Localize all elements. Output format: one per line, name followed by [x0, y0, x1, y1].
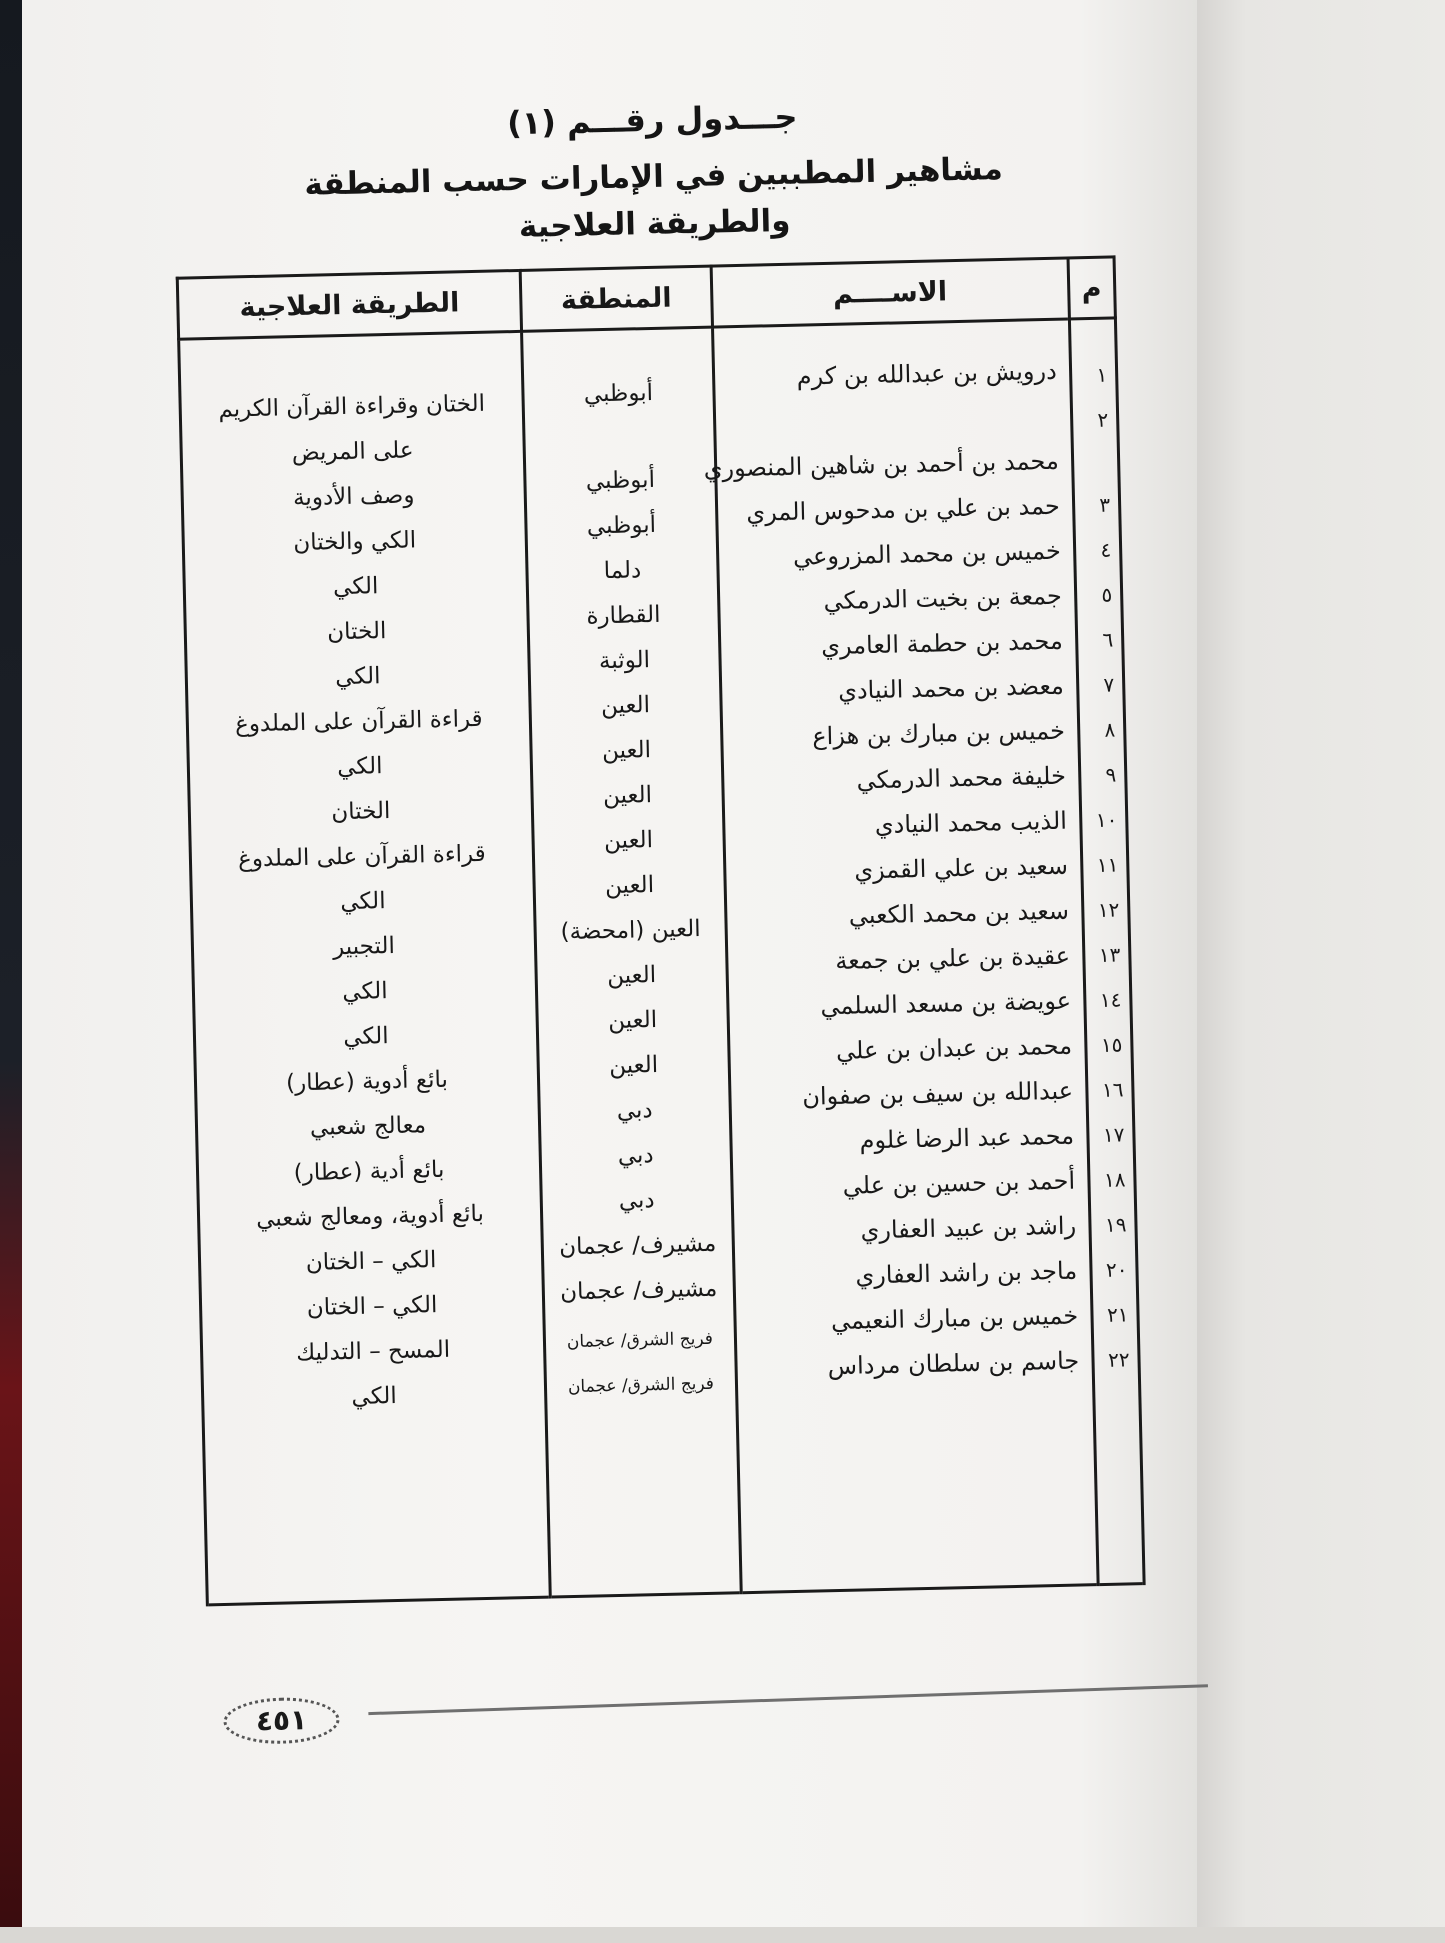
row-number: ٦	[1102, 627, 1114, 652]
region-cell: العين	[604, 872, 655, 900]
row-number: ١٧	[1102, 1122, 1125, 1147]
region-column	[522, 327, 742, 1597]
physician-name: جمعة بن بخيت الدرمكي	[823, 581, 1063, 616]
method-cell: الكي	[351, 1383, 398, 1411]
method-cell: الكي – الختان	[306, 1292, 438, 1322]
region-cell: مشيرف/ عجمان	[558, 1230, 717, 1261]
region-cell: دبي	[616, 1097, 653, 1124]
method-cell: بائع أدوية (عطار)	[285, 1066, 449, 1097]
row-number: ١٣	[1098, 942, 1121, 967]
physicians-table	[176, 255, 1146, 1606]
physician-name: أحمد بن حسين بن علي	[842, 1166, 1076, 1200]
method-cell: الكي	[336, 753, 383, 781]
region-cell: أبوظبي	[586, 511, 657, 540]
header-region: المنطقة	[520, 266, 712, 331]
row-number: ١٠	[1095, 807, 1118, 832]
region-cell: فريج الشرق/ عجمان	[567, 1373, 715, 1398]
method-cell: معالج شعبي	[309, 1112, 427, 1141]
physician-name: الذيب محمد النيادي	[874, 806, 1068, 840]
method-cell: على المريض	[291, 437, 414, 467]
row-number: ١	[1096, 362, 1108, 387]
method-cell: الكي	[343, 1023, 389, 1051]
table-title-line1: مشاهير المطببين في الإمارات حسب المنطقة	[304, 150, 1004, 203]
method-cell: الختان وقراءة القرآن الكريم	[218, 390, 486, 423]
physician-name: عبدالله بن سيف بن صفوان	[802, 1076, 1074, 1111]
physician-name: درويش بن عبدالله بن كرم	[796, 356, 1058, 391]
row-number: ٥	[1101, 582, 1113, 607]
row-number: ٢١	[1106, 1302, 1129, 1327]
region-cell: العين	[603, 827, 654, 855]
physician-name: محمد بن حطمة العامري	[820, 626, 1064, 661]
table-title-line2: والطريقة العلاجية	[518, 202, 791, 245]
region-cell: دلما	[603, 557, 642, 585]
region-cell: دبي	[618, 1187, 655, 1214]
method-cell: الكي	[332, 573, 379, 601]
physician-name: سعيد بن علي القمزي	[854, 851, 1069, 885]
physician-name: خميس بن محمد المزروعي	[792, 536, 1062, 571]
method-cell: قراءة القرآن على الملدوغ	[237, 840, 486, 873]
region-cell: العين	[602, 782, 653, 810]
row-number: ٢	[1097, 407, 1109, 432]
row-number: ١٩	[1104, 1212, 1127, 1237]
row-number: ١٨	[1103, 1167, 1126, 1192]
row-number: ١٤	[1099, 987, 1122, 1012]
header-name: الاســــم	[711, 258, 1069, 327]
physician-name: محمد عبد الرضا غلوم	[859, 1121, 1075, 1155]
row-number: ٢٢	[1107, 1347, 1130, 1372]
row-number: ١١	[1096, 852, 1119, 877]
method-cell: قراءة القرآن على الملدوغ	[234, 705, 483, 738]
method-cell: بائع أدوية، ومعالج شعبي	[255, 1200, 485, 1233]
table-number-title: جـــدول رقـــم (١)	[506, 97, 798, 143]
row-number: ٤	[1100, 537, 1112, 562]
physician-name: ماجد بن راشد العفاري	[855, 1256, 1078, 1290]
row-number: ٨	[1104, 717, 1116, 742]
physician-name: خميس بن مبارك النعيمي	[830, 1301, 1079, 1336]
region-cell: العين	[601, 737, 652, 765]
physician-name: خميس بن مبارك بن هزاع	[811, 716, 1066, 751]
method-cell: بائع أدية (عطار)	[293, 1156, 445, 1187]
region-cell: الوثبة	[598, 647, 651, 675]
row-number: ٩	[1105, 762, 1117, 787]
physician-name: حمد بن علي بن مدحوس المري	[746, 491, 1061, 527]
method-cell: المسح – التدليك	[295, 1336, 451, 1367]
row-number: ٣	[1099, 492, 1111, 517]
method-cell: الكي – الختان	[305, 1247, 437, 1277]
method-cell: الختان	[331, 798, 391, 826]
name-column	[703, 319, 1097, 1593]
method-cell: الكي	[342, 978, 388, 1006]
physician-name: سعيد بن محمد الكعبي	[848, 896, 1070, 930]
physician-name: خليفة محمد الدرمكي	[856, 761, 1067, 795]
row-number: ١٢	[1097, 897, 1120, 922]
method-cell: التجبير	[332, 932, 396, 961]
region-cell: فريج الشرق/ عجمان	[566, 1328, 714, 1353]
region-cell: أبوظبي	[583, 379, 654, 408]
region-cell: مشيرف/ عجمان	[559, 1275, 718, 1306]
region-cell: القطارة	[586, 601, 661, 630]
physician-name: عقيدة بن علي بن جمعة	[835, 941, 1071, 975]
region-cell: العين (امحضة)	[560, 915, 701, 946]
method-cell: الكي والختان	[293, 527, 417, 557]
region-cell: أبوظبي	[585, 466, 656, 495]
region-cell: دبي	[617, 1142, 654, 1169]
header-method: الطريقة العلاجية	[177, 270, 521, 339]
method-cell: الكي	[334, 663, 381, 691]
method-cell: الختان	[326, 618, 387, 646]
physician-name: محمد بن أحمد بن شاهين المنصوري	[703, 446, 1060, 483]
physician-name: جاسم بن سلطان مرداس	[827, 1346, 1080, 1381]
method-cell: وصف الأدوية	[292, 482, 415, 512]
physician-name: راشد بن عبيد العفاري	[860, 1211, 1077, 1245]
header-num: م	[1068, 257, 1116, 319]
region-cell: العين	[600, 692, 651, 720]
physician-name: عويضة بن مسعد السلمي	[820, 986, 1072, 1021]
physician-name: محمد بن عبدان بن علي	[835, 1031, 1073, 1065]
method-column	[179, 331, 551, 1604]
row-number: ١٦	[1101, 1077, 1124, 1102]
footer-rule	[368, 1684, 1208, 1715]
method-cell: الكي	[339, 888, 386, 916]
physician-name: معضد بن محمد النيادي	[837, 671, 1065, 705]
row-number: ٢٠	[1105, 1257, 1128, 1282]
region-cell: العين	[606, 962, 657, 990]
region-cell: العين	[608, 1051, 659, 1080]
row-number: ٧	[1103, 672, 1115, 697]
page-number: ٤٥١	[223, 1696, 340, 1745]
row-number: ١٥	[1100, 1032, 1123, 1057]
region-cell: العين	[607, 1007, 658, 1035]
